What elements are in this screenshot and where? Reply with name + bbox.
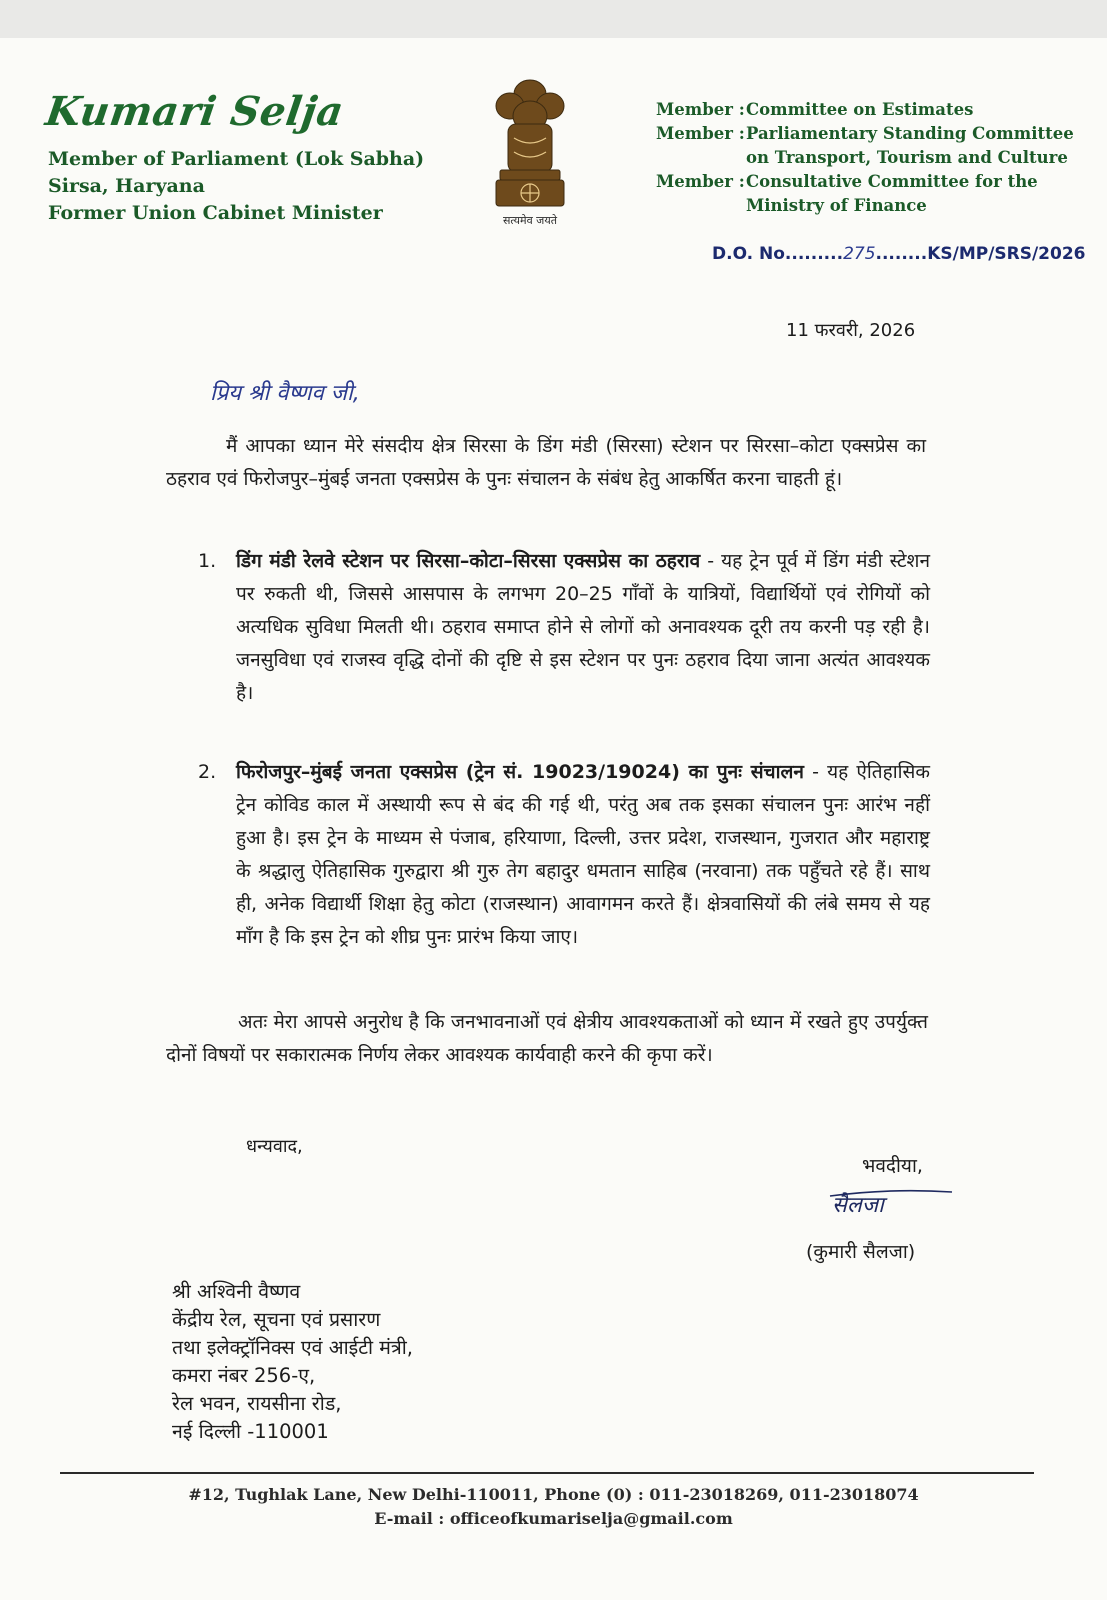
membership-text: Committee on Estimates	[746, 100, 974, 119]
do-number	[712, 244, 1086, 264]
membership-row	[656, 170, 1074, 194]
request-paragraph: अतः मेरा आपसे अनुरोध है कि जनभावनाओं एवं क्षेत्रीय आवश्यकताओं को ध्यान में रखते हुए उपर्युक्त दोनों विषयों पर सकारात्मक निर्णय लेकर आवश्यक कार्यवाही करने की कृपा करें।	[166, 1011, 928, 1066]
address-line: नई दिल्ली -110001	[172, 1420, 329, 1443]
committee-memberships	[656, 98, 1074, 218]
address-line: श्री अश्विनी वैष्णव	[172, 1280, 301, 1303]
numbered-point	[198, 756, 934, 996]
do-number-value: 275	[843, 244, 876, 264]
do-suffix: KS/MP/SRS/2026	[927, 244, 1086, 264]
thanks-text: धन्यवाद,	[246, 1136, 303, 1157]
point-text	[236, 545, 930, 710]
point-text	[236, 756, 930, 954]
closing-text: भवदीया,	[862, 1155, 923, 1177]
membership-row	[656, 98, 1074, 122]
point-heading: डिंग मंडी रेलवे स्टेशन पर सिरसा–कोटा–सिरसा एक्सप्रेस का ठहराव	[236, 550, 701, 572]
signatory-name: (कुमारी सैलजा)	[806, 1241, 916, 1263]
footer-divider	[60, 1472, 1034, 1474]
membership-row	[656, 122, 1074, 146]
letterhead-left-line: Sirsa, Haryana	[48, 175, 205, 197]
membership-label: Member :	[656, 124, 745, 143]
do-prefix: D.O. No.	[712, 244, 792, 264]
letterhead-name: Kumari Selja	[42, 88, 347, 135]
point-number: 2.	[198, 761, 217, 783]
recipient-address	[172, 1278, 413, 1446]
address-line: कमरा नंबर 256-ए,	[172, 1364, 316, 1387]
signature	[826, 1186, 956, 1224]
do-dots: ........	[875, 244, 928, 264]
point-body: - यह ऐतिहासिक ट्रेन कोविड काल में अस्थायी रूप से बंद की गई थी, परंतु अब तक इसका संचालन पुनः आरंभ नहीं हुआ है। इस ट्रेन के माध्यम से पंजाब, हरियाणा, दिल्ली, उत्तर प्रदेश, राजस्थान, गुजरात और महाराष्ट्र के श्रद्धालु ऐतिहासिक गुरुद्वारा श्री गुरु तेग बहादुर धमतान साहिब (नरवाना) तक पहुँचते रहे हैं। साथ ही, अनेक विद्यार्थी शिक्षा हेतु कोटा (राजस्थान) आवागमन करते हैं। क्षेत्रवासियों की लंबे समय से यह माँग है कि इस ट्रेन को शीघ्र पुनः प्रारंभ किया जाए।	[236, 761, 930, 948]
do-dots: ........	[791, 244, 844, 264]
membership-label: Member :	[656, 172, 745, 191]
intro-paragraph: मैं आपका ध्यान मेरे संसदीय क्षेत्र सिरसा के डिंग मंडी (सिरसा) स्टेशन पर सिरसा–कोटा एक्सप्रेस का ठहराव एवं फिरोजपुर–मुंबई जनता एक्सप्रेस के पुनः संचालन के संबंध हेतु आकर्षित करना चाहती हूं।	[166, 435, 926, 490]
letter-date: 11 फरवरी, 2026	[786, 320, 916, 341]
salutation-text: प्रिय श्री वैष्णव जी,	[210, 381, 360, 406]
footer-email: E-mail : officeofkumariselja@gmail.com	[374, 1509, 733, 1528]
national-emblem-icon	[484, 72, 576, 230]
membership-label: Member :	[656, 100, 745, 119]
salutation	[206, 370, 586, 414]
letterhead-left-line: Former Union Cabinet Minister	[48, 202, 383, 224]
point-number: 1.	[198, 550, 217, 572]
point-body: - यह ट्रेन पूर्व में डिंग मंडी स्टेशन पर रुकती थी, जिससे आसपास के लगभग 20–25 गाँवों के यात्रियों, विद्यार्थियों एवं रोगियों को अत्यधिक सुविधा मिलती थी। ठहराव समाप्त होने से लोगों को अनावश्यक दूरी तय करनी पड़ रही है। जनसुविधा एवं राजस्व वृद्धि दोनों की दृष्टि से इस स्टेशन पर पुनः ठहराव दिया जाना अत्यंत आवश्यक है।	[236, 550, 930, 704]
signature-text: सैलजा	[832, 1193, 884, 1218]
address-line: तथा इलेक्ट्रॉनिक्स एवं आईटी मंत्री,	[172, 1336, 413, 1359]
address-line: रेल भवन, रायसीना रोड,	[172, 1392, 342, 1415]
point-heading: फिरोजपुर–मुंबई जनता एक्सप्रेस (ट्रेन सं. 19023/19024) का पुनः संचालन	[236, 761, 804, 783]
membership-text: Ministry of Finance	[746, 196, 927, 215]
membership-text: on Transport, Tourism and Culture	[746, 148, 1068, 167]
letterhead-left	[48, 146, 424, 227]
letterhead-footer	[0, 1483, 1107, 1531]
membership-text: Consultative Committee for the	[746, 172, 1038, 191]
emblem-motto: सत्यमेव जयते	[502, 214, 558, 227]
letterhead-left-line: Member of Parliament (Lok Sabha)	[48, 148, 425, 170]
membership-text: Parliamentary Standing Committee	[746, 124, 1074, 143]
address-line: केंद्रीय रेल, सूचना एवं प्रसारण	[172, 1308, 381, 1331]
footer-address: #12, Tughlak Lane, New Delhi-110011, Phone (0) : 011-23018269, 011-23018074	[188, 1485, 919, 1504]
numbered-point	[198, 545, 934, 715]
